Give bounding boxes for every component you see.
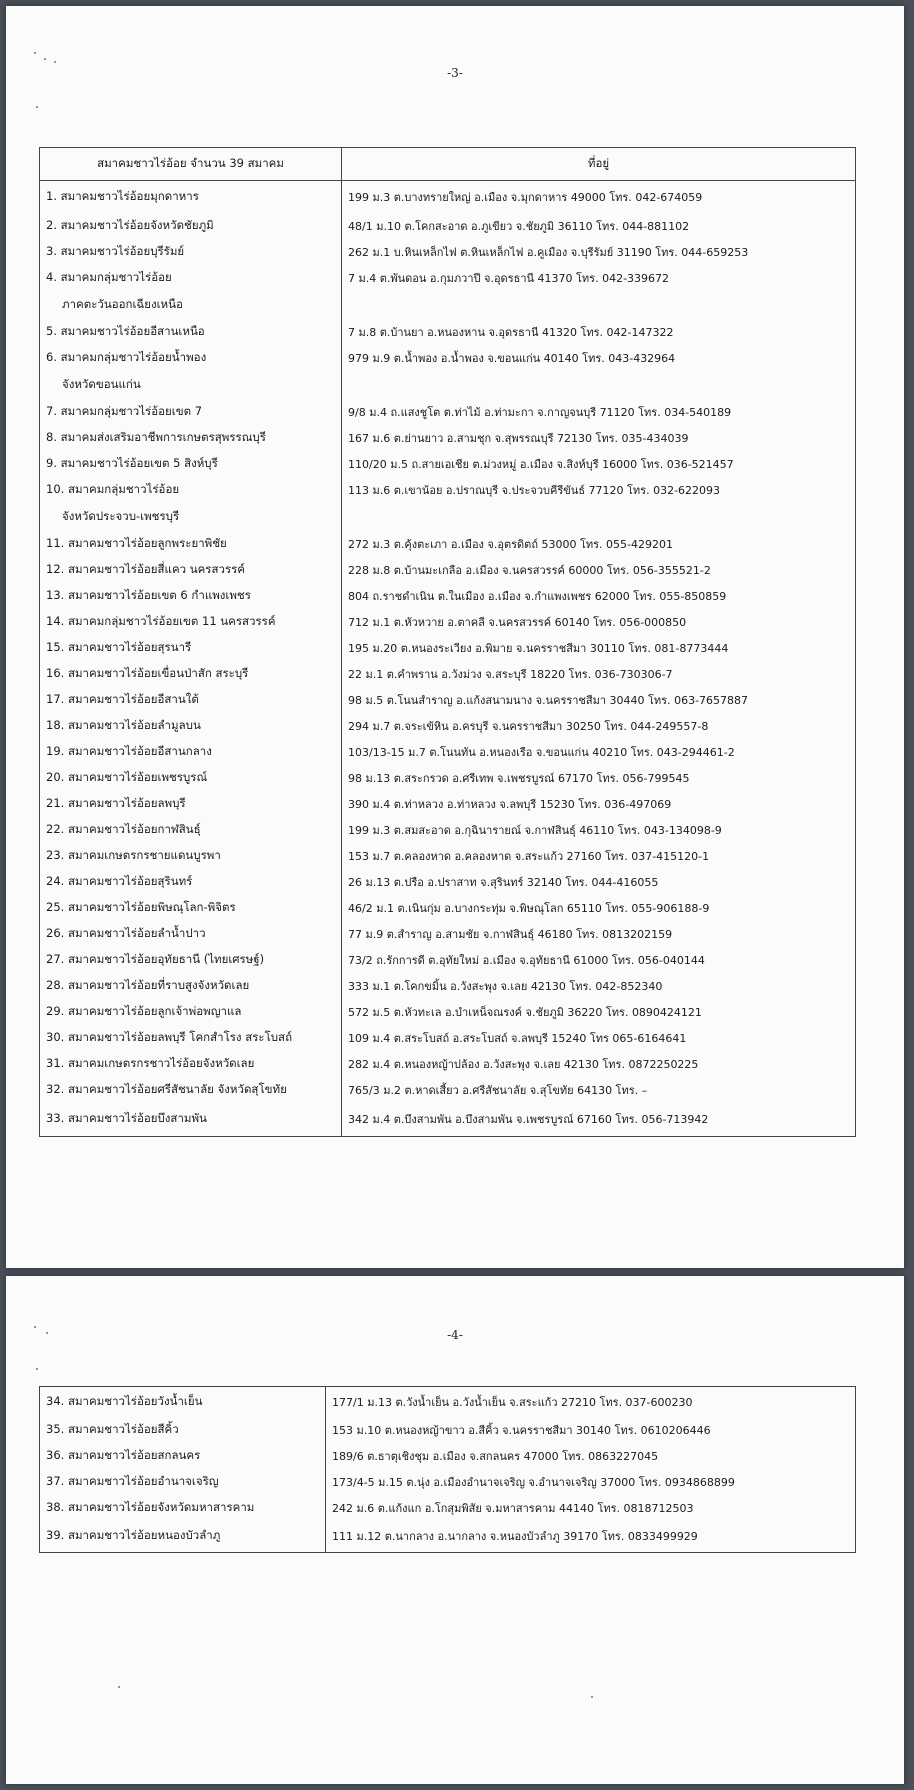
table-row [40,1103,856,1137]
association-address: 73/2 ถ.รักการดี ต.อุทัยใหม่ อ.เมือง จ.อุทัยธานี 61000 โทร. 056-040144 [342,947,856,973]
association-address: 765/3 ม.2 ต.หาดเสี้ยว อ.ศรีสัชนาลัย จ.สุโขทัย 64130 โทร. – [342,1077,856,1103]
association-name: 23. สมาคมเกษตรกรชายแดนบูรพา [40,843,342,869]
scan-speck [591,1696,593,1698]
table-row [40,921,856,947]
association-address: 390 ม.4 ต.ท่าหลวง อ.ท่าหลวง จ.ลพบุรี 15230 โทร. 036-497069 [342,791,856,817]
table-row [40,451,856,477]
association-name: 31. สมาคมเกษตรกรชาวไร่อ้อยจังหวัดเลย [40,1051,342,1077]
association-name: 20. สมาคมชาวไร่อ้อยเพชรบูรณ์ [40,765,342,791]
table-row [40,635,856,661]
scan-speck [36,106,38,108]
table-row [40,1443,856,1469]
association-name: 26. สมาคมชาวไร่อ้อยลำน้ำปาว [40,921,342,947]
association-name: 6. สมาคมกลุ่มชาวไร่อ้อยน้ำพอง [40,345,342,371]
association-address: 342 ม.4 ต.บึงสามพัน อ.บึงสามพัน จ.เพชรบูรณ์ 67160 โทร. 056-713942 [342,1103,856,1137]
name-column-header: สมาคมชาวไร่อ้อย จำนวน 39 สมาคม [40,148,342,181]
association-address: 272 ม.3 ต.คุ้งตะเภา อ.เมือง จ.อุตรดิตถ์ 53000 โทร. 055-429201 [342,531,856,557]
association-address: 22 ม.1 ต.คำพราน อ.วังม่วง จ.สระบุรี 18220 โทร. 036-730306-7 [342,661,856,687]
table-row [40,1495,856,1521]
association-address: 173/4-5 ม.15 ต.นุ่ง อ.เมืองอำนาจเจริญ จ.อำนาจเจริญ 37000 โทร. 0934868899 [326,1469,856,1495]
association-name: 10. สมาคมกลุ่มชาวไร่อ้อย [40,477,342,503]
association-name: 5. สมาคมชาวไร่อ้อยอีสานเหนือ [40,319,342,345]
association-name: 18. สมาคมชาวไร่อ้อยลำมูลบน [40,713,342,739]
association-address: 7 ม.4 ต.พันดอน อ.กุมภวาปี จ.อุดรธานี 41370 โทร. 042-339672 [342,265,856,291]
association-address: 189/6 ต.ธาตุเชิงชุม อ.เมือง จ.สกลนคร 47000 โทร. 0863227045 [326,1443,856,1469]
association-name: 21. สมาคมชาวไร่อ้อยลพบุรี [40,791,342,817]
association-name: 27. สมาคมชาวไร่อ้อยอุทัยธานี (ไทยเศรษฐ์) [40,947,342,973]
table-row [40,345,856,371]
table-row [40,557,856,583]
association-address: 195 ม.20 ต.หนองระเวียง อ.พิมาย จ.นครราชสีมา 30110 โทร. 081-8773444 [342,635,856,661]
association-address: 98 ม.5 ต.โนนสำราญ อ.แก้งสนามนาง จ.นครราชสีมา 30440 โทร. 063-7657887 [342,687,856,713]
association-name: 32. สมาคมชาวไร่อ้อยศรีสัชนาลัย จังหวัดสุโขทัย [40,1077,342,1103]
association-name: 14. สมาคมกลุ่มชาวไร่อ้อยเขต 11 นครสวรรค์ [40,609,342,635]
page-number: -4- [447,1328,463,1342]
association-name: 15. สมาคมชาวไร่อ้อยสุรนารี [40,635,342,661]
table-row [40,843,856,869]
table-row [40,1051,856,1077]
table-row [40,181,856,213]
table-row [40,1387,856,1417]
association-address [342,291,856,319]
association-address: 110/20 ม.5 ถ.สายเอเชีย ต.ม่วงหมู่ อ.เมือง จ.สิงห์บุรี 16000 โทร. 036-521457 [342,451,856,477]
table-row [40,687,856,713]
association-name: 3. สมาคมชาวไร่อ้อยบุรีรัมย์ [40,239,342,265]
association-table-body [40,181,856,1137]
association-name: 30. สมาคมชาวไร่อ้อยลพบุรี โคกสำโรง สระโบสถ์ [40,1025,342,1051]
table-row-continuation [40,371,856,399]
association-address: 98 ม.13 ต.สระกรวด อ.ศรีเทพ จ.เพชรบูรณ์ 67170 โทร. 056-799545 [342,765,856,791]
association-name: 12. สมาคมชาวไร่อ้อยสี่แคว นครสวรรค์ [40,557,342,583]
association-name: 4. สมาคมกลุ่มชาวไร่อ้อย [40,265,342,291]
table-row [40,239,856,265]
table-row [40,1077,856,1103]
scan-speck [54,61,56,63]
association-address: 979 ม.9 ต.น้ำพอง อ.น้ำพอง จ.ขอนแก่น 40140 โทร. 043-432964 [342,345,856,371]
association-address: 109 ม.4 ต.สระโบสถ์ อ.สระโบสถ์ จ.ลพบุรี 15240 โทร 065-6164641 [342,1025,856,1051]
table-row [40,869,856,895]
association-address: 111 ม.12 ต.นากลาง อ.นากลาง จ.หนองบัวลำภู 39170 โทร. 0833499929 [326,1521,856,1553]
table-row [40,213,856,239]
association-address: 167 ม.6 ต.ย่านยาว อ.สามชุก จ.สุพรรณบุรี 72130 โทร. 035-434039 [342,425,856,451]
table-row-continuation [40,291,856,319]
association-address [342,371,856,399]
association-address: 177/1 ม.13 ต.วังน้ำเย็น อ.วังน้ำเย็น จ.สระแก้ว 27210 โทร. 037-600230 [326,1387,856,1417]
association-address: 7 ม.8 ต.บ้านยา อ.หนองหาน จ.อุดรธานี 41320 โทร. 042-147322 [342,319,856,345]
association-name: 16. สมาคมชาวไร่อ้อยเขื่อนป่าสัก สระบุรี [40,661,342,687]
association-name: 9. สมาคมชาวไร่อ้อยเขต 5 สิงห์บุรี [40,451,342,477]
document-page-3 [6,6,904,1268]
association-address: 572 ม.5 ต.หัวทะเล อ.บำเหน็จณรงค์ จ.ชัยภูมิ 36220 โทร. 0890424121 [342,999,856,1025]
association-address: 113 ม.6 ต.เขาน้อย อ.ปราณบุรี จ.ประจวบคีรีขันธ์ 77120 โทร. 032-622093 [342,477,856,503]
scan-speck [44,58,46,60]
table-row [40,1417,856,1443]
scan-speck [34,52,36,54]
association-name: 24. สมาคมชาวไร่อ้อยสุรินทร์ [40,869,342,895]
association-address: 242 ม.6 ต.แก้งแก อ.โกสุมพิสัย จ.มหาสารคาม 44140 โทร. 0818712503 [326,1495,856,1521]
table-row [40,399,856,425]
table-row [40,791,856,817]
association-name: 2. สมาคมชาวไร่อ้อยจังหวัดชัยภูมิ [40,213,342,239]
association-name: 8. สมาคมส่งเสริมอาชีพการเกษตรสุพรรณบุรี [40,425,342,451]
association-address: 804 ถ.ราชดำเนิน ต.ในเมือง อ.เมือง จ.กำแพงเพชร 62000 โทร. 055-850859 [342,583,856,609]
association-address: 9/8 ม.4 ถ.แสงชูโต ต.ท่าไม้ อ.ท่ามะกา จ.กาญจนบุรี 71120 โทร. 034-540189 [342,399,856,425]
table-row [40,765,856,791]
association-address: 199 ม.3 ต.สมสะอาด อ.กุฉินารายณ์ จ.กาฬสินธุ์ 46110 โทร. 043-134098-9 [342,817,856,843]
table-row [40,531,856,557]
table-row-continuation [40,503,856,531]
table-row [40,739,856,765]
association-address: 48/1 ม.10 ต.โคกสะอาด อ.ภูเขียว จ.ชัยภูมิ 36110 โทร. 044-881102 [342,213,856,239]
table-row [40,895,856,921]
document-page-4 [6,1276,904,1784]
association-name: 29. สมาคมชาวไร่อ้อยลูกเจ้าพ่อพญาแล [40,999,342,1025]
association-address: 228 ม.8 ต.บ้านมะเกลือ อ.เมือง จ.นครสวรรค์ 60000 โทร. 056-355521-2 [342,557,856,583]
association-name: ภาคตะวันออกเฉียงเหนือ [40,291,342,319]
association-address: 712 ม.1 ต.หัวหวาย อ.ตาคลี จ.นครสวรรค์ 60140 โทร. 056-000850 [342,609,856,635]
table-row [40,973,856,999]
table-row [40,265,856,291]
association-name: 19. สมาคมชาวไร่อ้อยอีสานกลาง [40,739,342,765]
association-name: 37. สมาคมชาวไร่อ้อยอำนาจเจริญ [40,1469,326,1495]
table-row [40,425,856,451]
association-address: 199 ม.3 ต.บางทรายใหญ่ อ.เมือง จ.มุกดาหาร 49000 โทร. 042-674059 [342,181,856,213]
association-name: 11. สมาคมชาวไร่อ้อยลูกพระยาพิชัย [40,531,342,557]
association-name: 22. สมาคมชาวไร่อ้อยกาฬสินธุ์ [40,817,342,843]
scan-speck [118,1686,120,1688]
association-address: 282 ม.4 ต.หนองหญ้าปล้อง อ.วังสะพุง จ.เลย 42130 โทร. 0872250225 [342,1051,856,1077]
association-name: 34. สมาคมชาวไร่อ้อยวังน้ำเย็น [40,1387,326,1417]
table-row [40,661,856,687]
page-number: -3- [447,66,463,80]
association-name: 17. สมาคมชาวไร่อ้อยอีสานใต้ [40,687,342,713]
address-column-header: ที่อยู่ [342,148,856,181]
table-row [40,477,856,503]
table-row [40,319,856,345]
association-name: 33. สมาคมชาวไร่อ้อยบึงสามพัน [40,1103,342,1137]
table-row [40,583,856,609]
association-address [342,503,856,531]
association-address: 153 ม.7 ต.คลองหาด อ.คลองหาด จ.สระแก้ว 27160 โทร. 037-415120-1 [342,843,856,869]
association-name: 39. สมาคมชาวไร่อ้อยหนองบัวลำภู [40,1521,326,1553]
table-row [40,1469,856,1495]
association-table-continued [39,1386,856,1553]
table-row [40,1521,856,1553]
association-name: 1. สมาคมชาวไร่อ้อยมุกดาหาร [40,181,342,213]
association-name: 36. สมาคมชาวไร่อ้อยสกลนคร [40,1443,326,1469]
table-row [40,999,856,1025]
association-table [39,147,856,1137]
association-table-body [40,1387,856,1553]
association-name: จังหวัดขอนแก่น [40,371,342,399]
table-row [40,1025,856,1051]
association-name: 25. สมาคมชาวไร่อ้อยพิษณุโลก-พิจิตร [40,895,342,921]
table-row [40,609,856,635]
association-name: จังหวัดประจวบ-เพชรบุรี [40,503,342,531]
association-name: 35. สมาคมชาวไร่อ้อยสีคิ้ว [40,1417,326,1443]
association-address: 26 ม.13 ต.ปรือ อ.ปราสาท จ.สุรินทร์ 32140 โทร. 044-416055 [342,869,856,895]
association-address: 294 ม.7 ต.จระเข้หิน อ.ครบุรี จ.นครราชสีมา 30250 โทร. 044-249557-8 [342,713,856,739]
association-address: 333 ม.1 ต.โคกขมิ้น อ.วังสะพุง จ.เลย 42130 โทร. 042-852340 [342,973,856,999]
association-address: 153 ม.10 ต.หนองหญ้าขาว อ.สีคิ้ว จ.นครราชสีมา 30140 โทร. 0610206446 [326,1417,856,1443]
association-address: 262 ม.1 บ.หินเหล็กไฟ ต.หินเหล็กไฟ อ.คูเมือง จ.บุรีรัมย์ 31190 โทร. 044-659253 [342,239,856,265]
association-name: 7. สมาคมกลุ่มชาวไร่อ้อยเขต 7 [40,399,342,425]
association-name: 28. สมาคมชาวไร่อ้อยที่ราบสูงจังหวัดเลย [40,973,342,999]
table-row [40,947,856,973]
scan-speck [36,1368,38,1370]
association-address: 103/13-15 ม.7 ต.โนนทัน อ.หนองเรือ จ.ขอนแก่น 40210 โทร. 043-294461-2 [342,739,856,765]
table-row [40,713,856,739]
association-name: 38. สมาคมชาวไร่อ้อยจังหวัดมหาสารคาม [40,1495,326,1521]
association-address: 46/2 ม.1 ต.เนินกุ่ม อ.บางกระทุ่ม จ.พิษณุโลก 65110 โทร. 055-906188-9 [342,895,856,921]
association-name: 13. สมาคมชาวไร่อ้อยเขต 6 กำแพงเพชร [40,583,342,609]
association-address: 77 ม.9 ต.สำราญ อ.สามชัย จ.กาฬสินธุ์ 46180 โทร. 0813202159 [342,921,856,947]
table-row [40,817,856,843]
